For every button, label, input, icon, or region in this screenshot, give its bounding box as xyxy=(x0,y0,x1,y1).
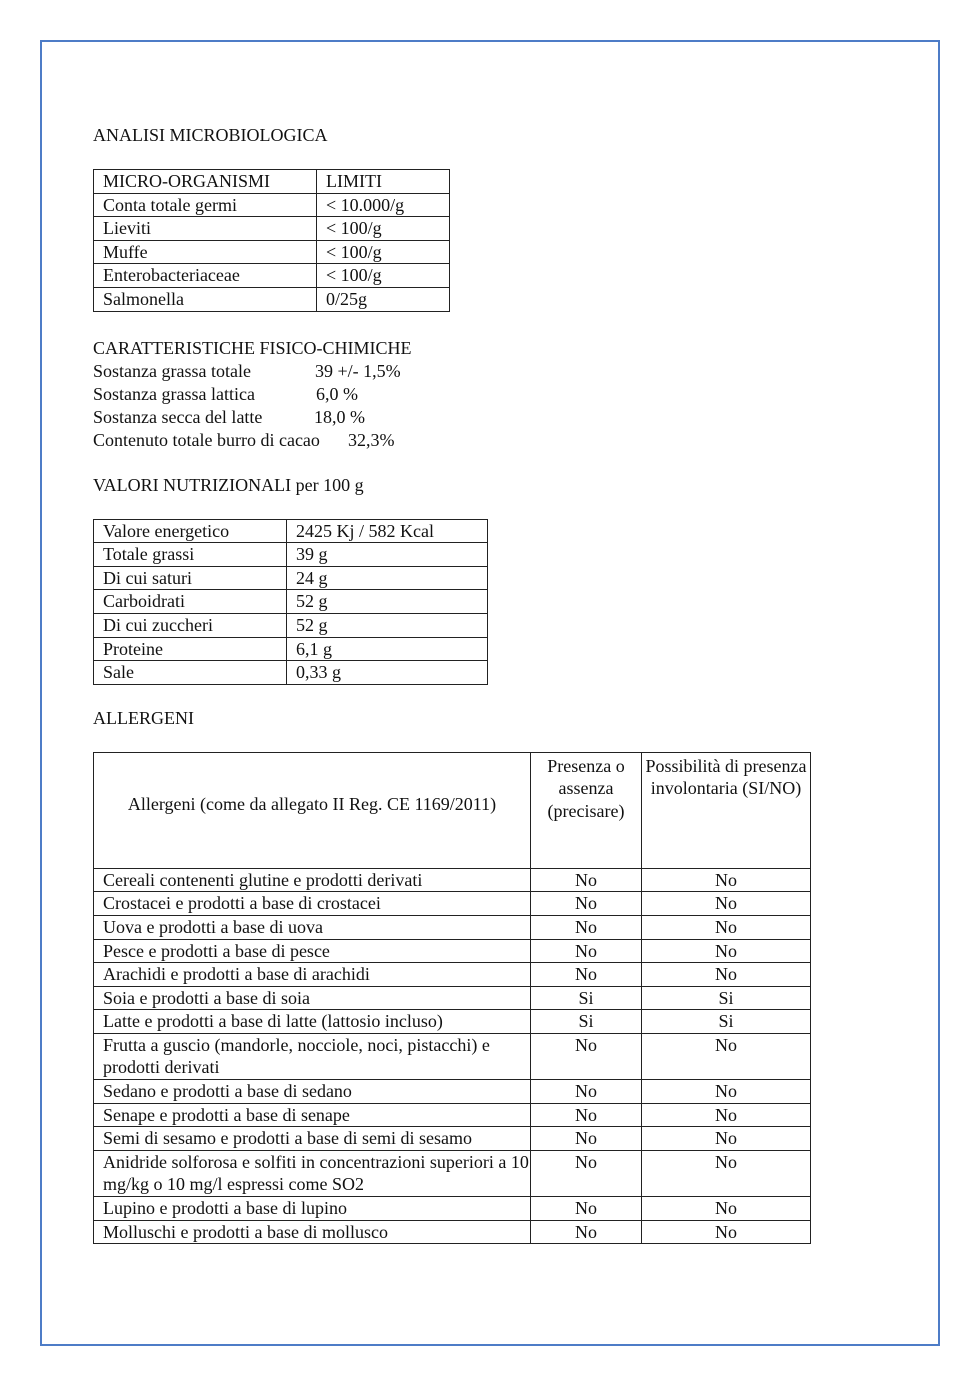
physchem-value: 18,0 % xyxy=(314,406,365,427)
allergen-involuntary: Si xyxy=(642,1010,811,1034)
nutrient-value: 52 g xyxy=(287,613,488,637)
presence-col-header: Presenza o assenza (precisare) xyxy=(531,752,642,868)
allergen-presence: No xyxy=(531,963,642,987)
table-row xyxy=(94,1033,811,1079)
allergen-presence: No xyxy=(531,1220,642,1244)
allergen-name: Anidride solforosa e solfiti in concentrazioni superiori a 10 mg/kg o 10 mg/l espressi come SO2 xyxy=(94,1150,531,1196)
nutrient-name: Di cui zuccheri xyxy=(94,613,287,637)
allergen-name: Uova e prodotti a base di uova xyxy=(94,915,531,939)
table-header-row xyxy=(94,752,811,868)
allergen-involuntary: No xyxy=(642,1033,811,1079)
table-row xyxy=(94,868,811,892)
allergens-heading: ALLERGENI xyxy=(93,707,194,728)
physchem-value: 32,3% xyxy=(348,429,395,450)
table-row xyxy=(94,590,488,614)
micro-organism: Conta totale germi xyxy=(94,193,317,217)
table-row xyxy=(94,566,488,590)
micro-organism: Salmonella xyxy=(94,287,317,311)
allergen-name: Soia e prodotti a base di soia xyxy=(94,986,531,1010)
micro-limit: < 100/g xyxy=(317,217,450,241)
allergen-presence: No xyxy=(531,1080,642,1104)
table-row xyxy=(94,637,488,661)
allergen-presence: No xyxy=(531,1127,642,1151)
allergen-involuntary: No xyxy=(642,1127,811,1151)
micro-col-organisms: MICRO-ORGANISMI xyxy=(94,170,317,194)
table-row xyxy=(94,915,811,939)
micro-table xyxy=(93,169,450,312)
micro-limit: < 100/g xyxy=(317,264,450,288)
micro-organism: Enterobacteriaceae xyxy=(94,264,317,288)
physchem-row xyxy=(93,429,853,452)
micro-col-limits: LIMITI xyxy=(317,170,450,194)
table-row xyxy=(94,519,488,543)
physchem-row xyxy=(93,383,853,406)
table-row xyxy=(94,963,811,987)
allergen-involuntary: No xyxy=(642,1103,811,1127)
involuntary-col-header: Possibilità di presenza involontaria (SI/NO) xyxy=(642,752,811,868)
allergen-name: Latte e prodotti a base di latte (lattosio incluso) xyxy=(94,1010,531,1034)
nutrient-value: 0,33 g xyxy=(287,661,488,685)
physchem-label: Sostanza grassa lattica xyxy=(93,383,255,404)
physchem-row xyxy=(93,406,853,429)
physchem-heading: CARATTERISTICHE FISICO-CHIMICHE xyxy=(93,337,412,358)
nutrient-name: Totale grassi xyxy=(94,543,287,567)
table-row xyxy=(94,986,811,1010)
table-row xyxy=(94,1197,811,1221)
nutrient-name: Valore energetico xyxy=(94,519,287,543)
allergen-involuntary: Si xyxy=(642,986,811,1010)
nutrient-name: Carboidrati xyxy=(94,590,287,614)
allergen-name: Arachidi e prodotti a base di arachidi xyxy=(94,963,531,987)
nutrient-name: Di cui saturi xyxy=(94,566,287,590)
physchem-row xyxy=(93,360,853,383)
allergen-name: Cereali contenenti glutine e prodotti derivati xyxy=(94,868,531,892)
allergen-name: Semi di sesamo e prodotti a base di semi di sesamo xyxy=(94,1127,531,1151)
physchem-label: Contenuto totale burro di cacao xyxy=(93,429,320,450)
table-row xyxy=(94,1103,811,1127)
physchem-label: Sostanza grassa totale xyxy=(93,360,251,381)
table-row xyxy=(94,892,811,916)
table-row xyxy=(94,1150,811,1196)
allergen-name: Lupino e prodotti a base di lupino xyxy=(94,1197,531,1221)
table-row xyxy=(94,1220,811,1244)
allergen-presence: Si xyxy=(531,986,642,1010)
nutrient-name: Proteine xyxy=(94,637,287,661)
allergen-involuntary: No xyxy=(642,868,811,892)
micro-organism: Muffe xyxy=(94,240,317,264)
allergen-involuntary: No xyxy=(642,1197,811,1221)
allergen-name: Molluschi e prodotti a base di mollusco xyxy=(94,1220,531,1244)
table-row xyxy=(94,1127,811,1151)
allergen-name: Crostacei e prodotti a base di crostacei xyxy=(94,892,531,916)
nutrient-value: 2425 Kj / 582 Kcal xyxy=(287,519,488,543)
allergen-involuntary: No xyxy=(642,1220,811,1244)
table-row xyxy=(94,1010,811,1034)
physchem-label: Sostanza secca del latte xyxy=(93,406,263,427)
nutrition-table xyxy=(93,519,488,685)
table-row xyxy=(94,287,450,311)
nutrient-value: 39 g xyxy=(287,543,488,567)
table-row xyxy=(94,613,488,637)
physchem-value: 39 +/- 1,5% xyxy=(315,360,401,381)
nutrient-value: 6,1 g xyxy=(287,637,488,661)
allergen-involuntary: No xyxy=(642,963,811,987)
allergen-presence: No xyxy=(531,1197,642,1221)
allergen-presence: No xyxy=(531,1033,642,1079)
allergens-table xyxy=(93,752,811,1245)
allergen-involuntary: No xyxy=(642,939,811,963)
table-header-row xyxy=(94,170,450,194)
allergen-presence: No xyxy=(531,1103,642,1127)
allergen-name: Senape e prodotti a base di senape xyxy=(94,1103,531,1127)
allergen-involuntary: No xyxy=(642,1080,811,1104)
nutrient-value: 52 g xyxy=(287,590,488,614)
allergen-involuntary: No xyxy=(642,892,811,916)
physchem-value: 6,0 % xyxy=(316,383,358,404)
allergen-involuntary: No xyxy=(642,1150,811,1196)
allergen-name: Sedano e prodotti a base di sedano xyxy=(94,1080,531,1104)
allergen-presence: No xyxy=(531,915,642,939)
allergen-name: Pesce e prodotti a base di pesce xyxy=(94,939,531,963)
table-row xyxy=(94,240,450,264)
allergen-name: Frutta a guscio (mandorle, nocciole, noci, pistacchi) e prodotti derivati xyxy=(94,1033,531,1079)
nutrient-value: 24 g xyxy=(287,566,488,590)
nutrition-heading: VALORI NUTRIZIONALI per 100 g xyxy=(93,474,364,495)
micro-limit: < 10.000/g xyxy=(317,193,450,217)
allergen-presence: No xyxy=(531,868,642,892)
table-row xyxy=(94,543,488,567)
allergen-presence: No xyxy=(531,939,642,963)
table-row xyxy=(94,1080,811,1104)
table-row xyxy=(94,217,450,241)
table-row xyxy=(94,939,811,963)
micro-limit: 0/25g xyxy=(317,287,450,311)
table-row xyxy=(94,264,450,288)
micro-limit: < 100/g xyxy=(317,240,450,264)
document-body xyxy=(93,124,853,1244)
nutrient-name: Sale xyxy=(94,661,287,685)
table-row xyxy=(94,193,450,217)
allergen-presence: No xyxy=(531,892,642,916)
micro-heading: ANALISI MICROBIOLOGICA xyxy=(93,125,328,145)
table-row xyxy=(94,661,488,685)
allergen-col-header: Allergeni (come da allegato II Reg. CE 1169/2011) xyxy=(94,752,531,868)
micro-organism: Lieviti xyxy=(94,217,317,241)
allergen-presence: No xyxy=(531,1150,642,1196)
allergen-involuntary: No xyxy=(642,915,811,939)
allergen-presence: Si xyxy=(531,1010,642,1034)
